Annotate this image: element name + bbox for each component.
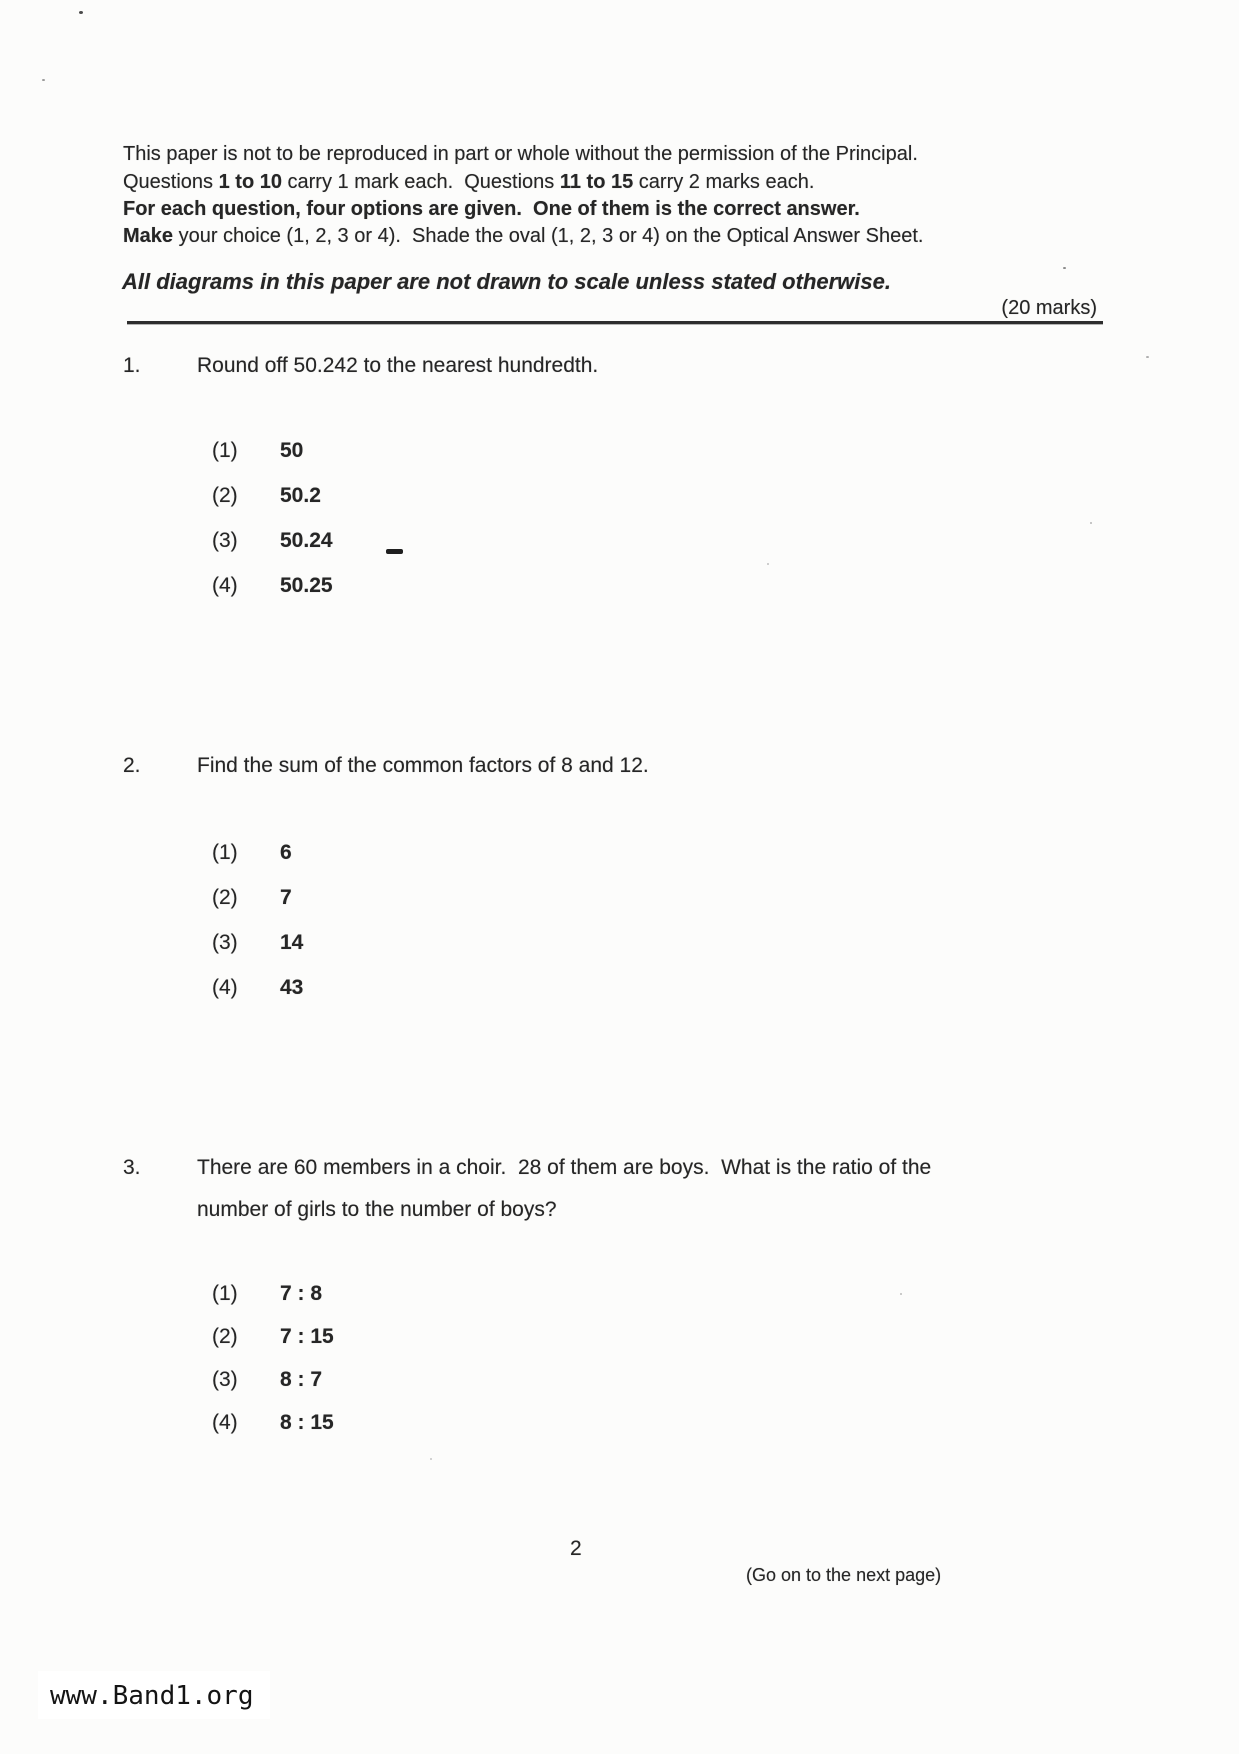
- question-2-option-4: [212, 975, 303, 1001]
- option-label: (1): [212, 1282, 238, 1305]
- scale-note: All diagrams in this paper are not drawn to scale unless stated otherwise.: [122, 269, 891, 294]
- option-value: 50.2: [280, 484, 321, 507]
- question-1-option-3: [212, 528, 333, 554]
- option-value: 7: [280, 886, 292, 909]
- scan-speck: [767, 563, 769, 565]
- question-1-option-2: [212, 483, 321, 509]
- watermark-url: www.Band1.org: [50, 1681, 254, 1711]
- option-value: 50.24: [280, 529, 333, 552]
- question-3-text-line-2: number of girls to the number of boys?: [197, 1198, 557, 1221]
- instruction-line-4: [123, 224, 923, 249]
- scan-speck: [1146, 356, 1149, 358]
- question-1-option-1: [212, 438, 303, 464]
- instruction-line-1: [123, 142, 918, 167]
- question-3-option-4: [212, 1410, 334, 1436]
- instruction-bold-range: 11 to 15: [559, 171, 634, 193]
- instruction-text: For each question, four options are given. One of them is the correct answer.: [123, 198, 860, 220]
- option-value: 8 : 15: [280, 1411, 334, 1434]
- option-label: (2): [212, 484, 238, 507]
- instruction-bold-range: 1 to 10: [218, 171, 282, 193]
- question-1-option-4: [212, 573, 333, 599]
- option-value: 6: [280, 841, 292, 864]
- question-2-text: Find the sum of the common factors of 8 and 12.: [197, 754, 649, 777]
- option-label: (3): [212, 931, 238, 954]
- question-3-text-line-1: There are 60 members in a choir. 28 of them are boys. What is the ratio of the: [197, 1156, 932, 1179]
- option-value: 14: [280, 931, 304, 954]
- continuation-note: (Go on to the next page): [746, 1565, 942, 1585]
- scan-speck: [900, 1293, 902, 1295]
- instruction-text: carry 1 mark each. Questions: [281, 171, 560, 193]
- option-label: (4): [212, 574, 238, 597]
- option-label: (1): [212, 439, 238, 462]
- instruction-bold-word: Make: [123, 225, 174, 247]
- option-value: 7 : 8: [280, 1282, 323, 1305]
- option-label: (1): [212, 841, 238, 864]
- question-3-option-1: [212, 1281, 322, 1307]
- question-2-number: 2.: [123, 754, 141, 777]
- option-value: 8 : 7: [280, 1368, 323, 1391]
- question-2-option-1: [212, 840, 292, 866]
- instruction-text: your choice (1, 2, 3 or 4). Shade the oval (1, 2, 3 or 4) on the Optical Answer Sheet.: [173, 225, 924, 247]
- instruction-text: Questions: [123, 171, 219, 193]
- option-value: 43: [280, 976, 304, 999]
- option-value: 50.25: [280, 574, 333, 597]
- scan-speck: [42, 79, 45, 81]
- option-value: 7 : 15: [280, 1325, 334, 1348]
- instruction-line-3: [123, 197, 860, 222]
- instruction-text: This paper is not to be reproduced in part or whole without the permission of the Principal.: [123, 143, 918, 165]
- instruction-text: carry 2 marks each.: [633, 171, 815, 193]
- scan-speck: [1090, 522, 1092, 524]
- scan-speck: [1063, 267, 1066, 269]
- marks-note: (20 marks): [1001, 297, 1097, 319]
- option-label: (3): [212, 1368, 238, 1391]
- scan-speck: [430, 1458, 432, 1460]
- question-2-option-2: [212, 885, 292, 911]
- option-label: (3): [212, 529, 238, 552]
- instruction-line-2: [123, 170, 814, 195]
- page-number: 2: [570, 1537, 582, 1560]
- question-2-option-3: [212, 930, 303, 956]
- section-divider-rule: [127, 321, 1103, 324]
- question-1-text: Round off 50.242 to the nearest hundredth.: [197, 354, 599, 377]
- question-3-number: 3.: [123, 1156, 141, 1179]
- option-label: (4): [212, 976, 238, 999]
- option-label: (2): [212, 886, 238, 909]
- option-value: 50: [280, 439, 304, 462]
- question-3-option-2: [212, 1324, 334, 1350]
- stray-pen-mark: [386, 549, 403, 554]
- option-label: (4): [212, 1411, 238, 1434]
- option-label: (2): [212, 1325, 238, 1348]
- question-1-number: 1.: [123, 354, 141, 377]
- scan-speck: [79, 11, 83, 14]
- question-3-option-3: [212, 1367, 322, 1393]
